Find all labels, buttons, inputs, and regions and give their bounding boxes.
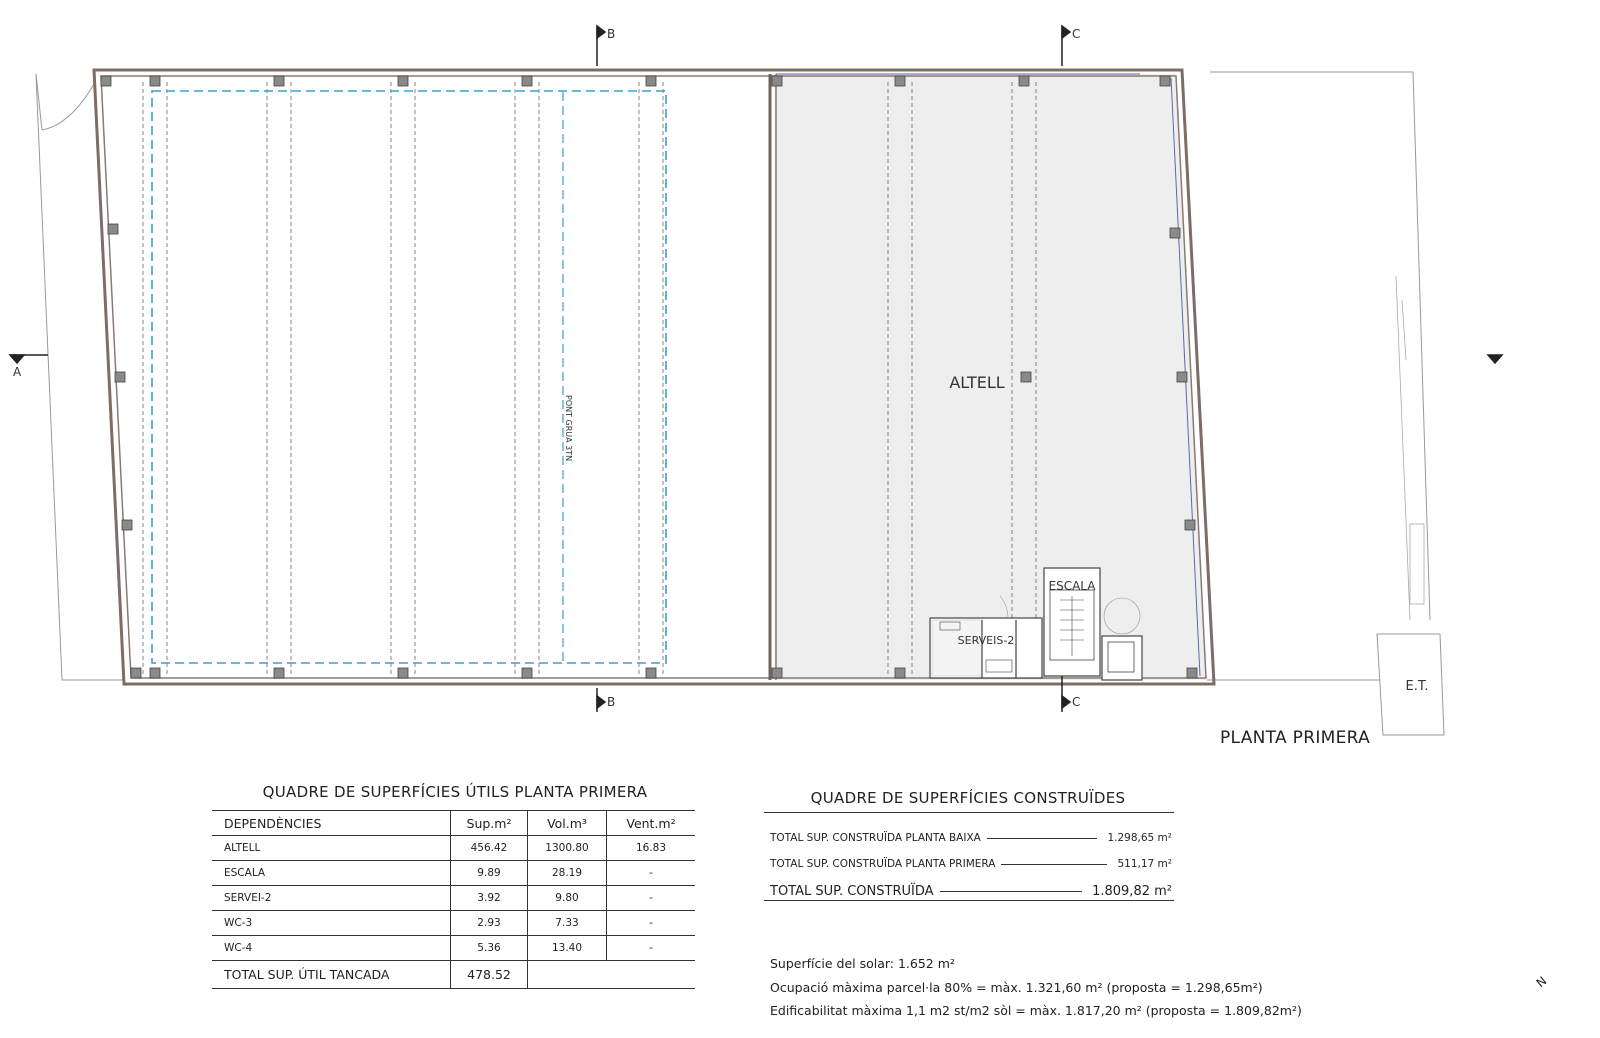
section-mark-b-top: B bbox=[607, 27, 616, 41]
site-area: Superfície del solar: 1.652 m² bbox=[770, 956, 955, 971]
built-row-value: 511,17 m² bbox=[1117, 858, 1172, 870]
table-row bbox=[212, 836, 695, 861]
useful-surfaces-title: QUADRE DE SUPERFÍCIES ÚTILS PLANTA PRIMERA bbox=[262, 783, 648, 801]
max-occupation: Ocupació màxima parcel·la 80% = màx. 1.321,60 m² (proposta = 1.298,65m²) bbox=[770, 980, 1263, 995]
built-row-value: 1.809,82 m² bbox=[1092, 883, 1172, 899]
cell-volume: 9.80 bbox=[528, 886, 607, 911]
total-value: 478.52 bbox=[451, 961, 528, 989]
cell-surface: 5.36 bbox=[451, 936, 528, 961]
boundary-detail bbox=[1396, 276, 1424, 620]
built-row-value: 1.298,65 m² bbox=[1107, 832, 1172, 844]
built-row-label: TOTAL SUP. CONSTRUÏDA PLANTA BAIXA bbox=[770, 832, 981, 844]
header-surface: Sup.m² bbox=[451, 811, 528, 836]
cell-ventilation: - bbox=[607, 886, 696, 911]
et-label: E.T. bbox=[1405, 679, 1429, 694]
north-arrow-label: N bbox=[1533, 973, 1550, 991]
site-boundary-right bbox=[1210, 72, 1430, 620]
header-ventilation: Vent.m² bbox=[607, 811, 696, 836]
cell-dependency: WC-3 bbox=[212, 911, 451, 936]
crane-label: PONT GRUA 3TN bbox=[564, 395, 573, 462]
section-markers bbox=[10, 26, 1502, 712]
room-label-serveis: SERVEIS-2 bbox=[957, 634, 1015, 647]
table-row bbox=[212, 886, 695, 911]
cell-dependency: ESCALA bbox=[212, 861, 451, 886]
cell-surface: 456.42 bbox=[451, 836, 528, 861]
cell-dependency: SERVEI-2 bbox=[212, 886, 451, 911]
section-mark-c-bottom: C bbox=[1072, 695, 1081, 709]
table-row bbox=[212, 936, 695, 961]
section-mark-b-bottom: B bbox=[607, 695, 616, 709]
total-empty-cell bbox=[607, 961, 696, 989]
table-row bbox=[212, 861, 695, 886]
total-empty-cell bbox=[528, 961, 607, 989]
built-surfaces-rule bbox=[764, 812, 1174, 813]
built-row-ground bbox=[770, 829, 1172, 847]
built-row-first bbox=[770, 855, 1172, 873]
cell-volume: 13.40 bbox=[528, 936, 607, 961]
door-arc bbox=[42, 84, 94, 130]
leader-line bbox=[987, 838, 1098, 839]
room-label-altell: ALTELL bbox=[949, 373, 1005, 392]
cell-ventilation: - bbox=[607, 936, 696, 961]
cell-volume: 1300.80 bbox=[528, 836, 607, 861]
header-dependencies: DEPENDÈNCIES bbox=[212, 811, 451, 836]
site-boundary bbox=[36, 74, 124, 680]
section-mark-a-left: A bbox=[13, 365, 22, 379]
header-volume: Vol.m³ bbox=[528, 811, 607, 836]
cell-volume: 7.33 bbox=[528, 911, 607, 936]
cell-volume: 28.19 bbox=[528, 861, 607, 886]
section-mark-c-top: C bbox=[1072, 27, 1081, 41]
built-surfaces-title: QUADRE DE SUPERFÍCIES CONSTRUÏDES bbox=[810, 789, 1126, 807]
floor-title: PLANTA PRIMERA bbox=[1220, 728, 1370, 748]
cell-dependency: WC-4 bbox=[212, 936, 451, 961]
cell-surface: 2.93 bbox=[451, 911, 528, 936]
built-row-total bbox=[770, 880, 1172, 902]
total-label: TOTAL SUP. ÚTIL TANCADA bbox=[212, 961, 451, 989]
cell-surface: 3.92 bbox=[451, 886, 528, 911]
cell-surface: 9.89 bbox=[451, 861, 528, 886]
built-row-label: TOTAL SUP. CONSTRUÏDA PLANTA PRIMERA bbox=[770, 858, 996, 870]
table-total-row bbox=[212, 961, 695, 989]
room-label-escala: ESCALA bbox=[1048, 579, 1096, 593]
built-row-label: TOTAL SUP. CONSTRUÏDA bbox=[770, 883, 934, 899]
cell-ventilation: - bbox=[607, 861, 696, 886]
crane-outline bbox=[152, 91, 666, 663]
cell-dependency: ALTELL bbox=[212, 836, 451, 861]
table-header-row bbox=[212, 811, 695, 836]
leader-line bbox=[1001, 864, 1107, 865]
built-surfaces-bottom-rule bbox=[764, 900, 1174, 901]
leader-line bbox=[940, 891, 1083, 892]
cell-ventilation: - bbox=[607, 911, 696, 936]
useful-surfaces-table bbox=[212, 810, 695, 989]
table-row bbox=[212, 911, 695, 936]
cell-ventilation: 16.83 bbox=[607, 836, 696, 861]
max-buildability: Edificabilitat màxima 1,1 m2 st/m2 sòl = màx. 1.817,20 m² (proposta = 1.809,82m²) bbox=[770, 1003, 1302, 1018]
